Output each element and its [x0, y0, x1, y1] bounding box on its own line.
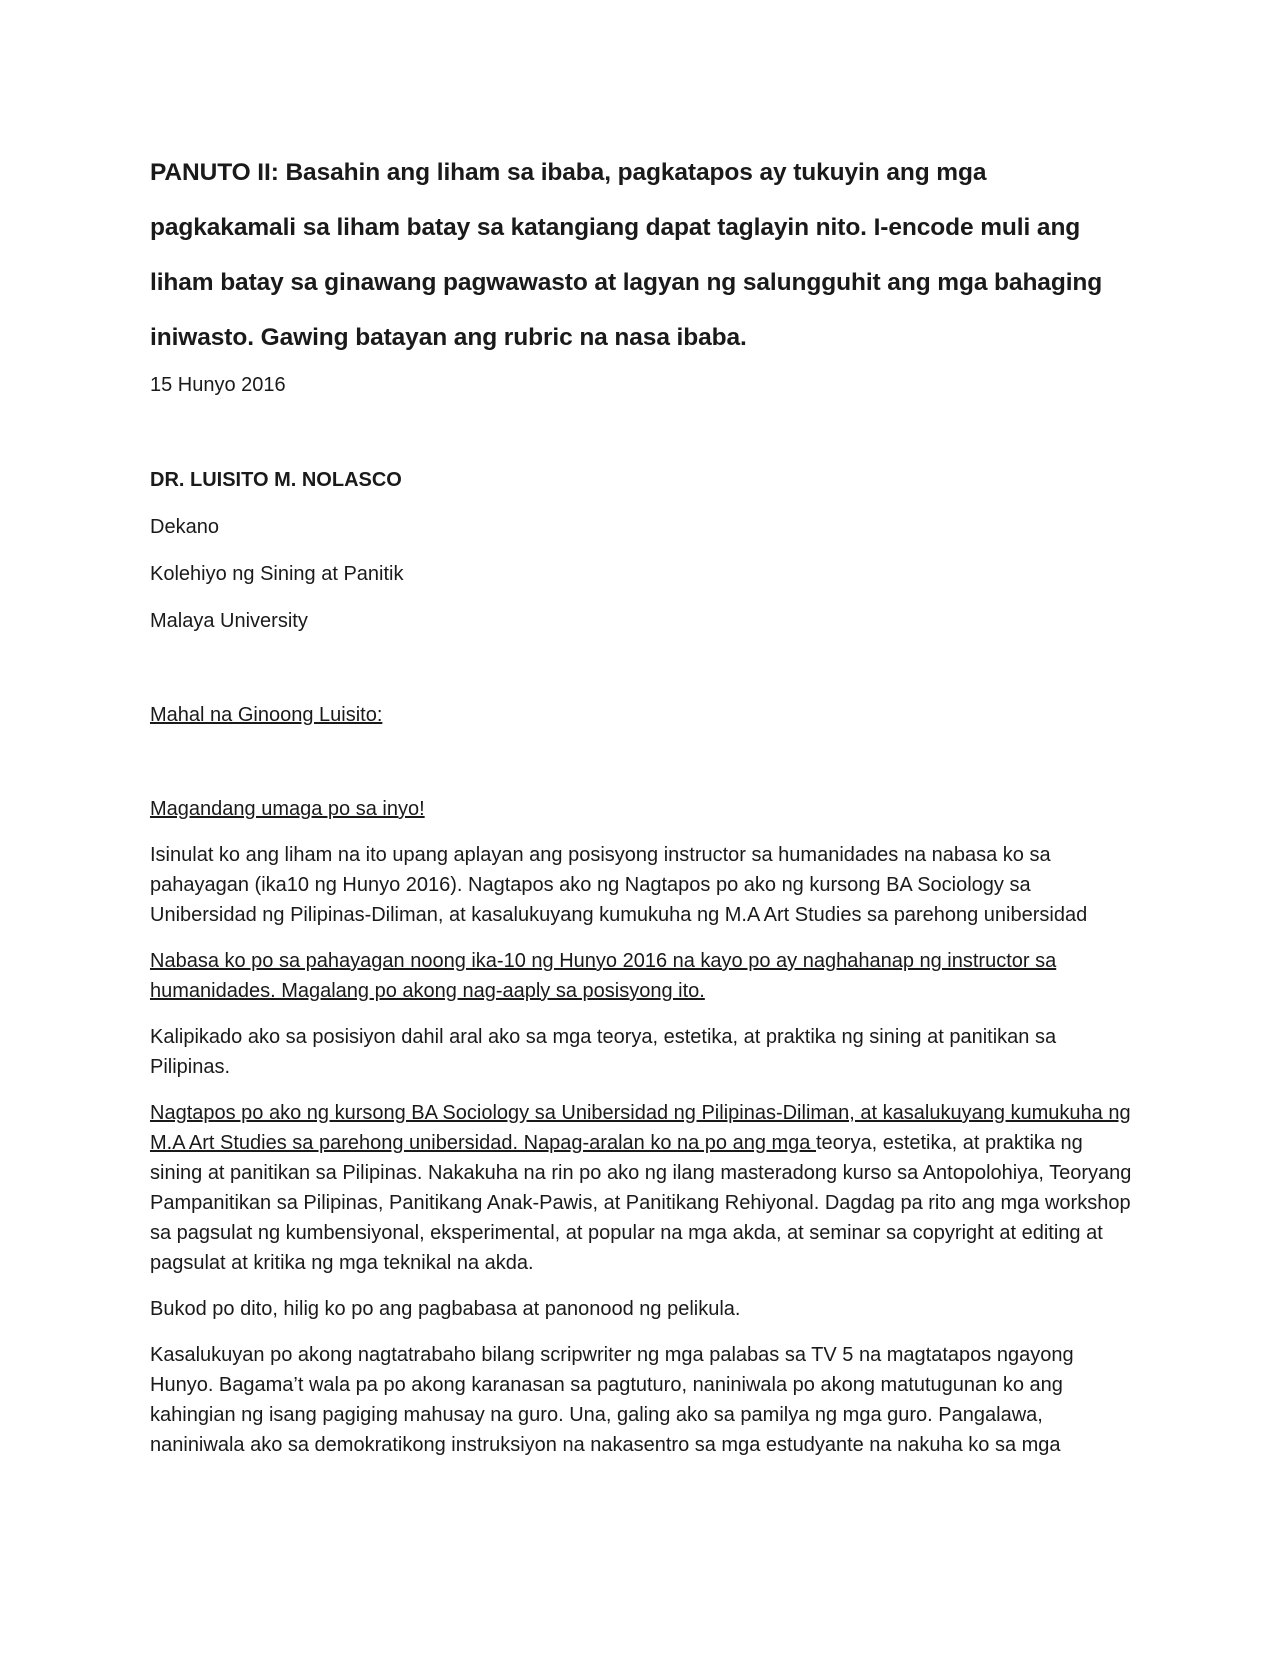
- body-paragraph-4-underlined: Nagtapos po ako ng kursong BA Sociology sa Unibersidad ng Pilipinas-Diliman, at kasalukuyang kumukuha ng M.A Art Studies sa parehong unibersidad. Napag-aralan ko na po ang mga: [150, 1102, 1131, 1154]
- body-paragraph-3: Kalipikado ako sa posisiyon dahil aral ako sa mga teorya, estetika, at praktika ng sining at panitikan sa Pilipinas.: [150, 1026, 1057, 1078]
- body-paragraph-5: Bukod po dito, hilig ko po ang pagbabasa at panonood ng pelikula.: [150, 1298, 741, 1320]
- salutation: Mahal na Ginoong Luisito:: [150, 704, 383, 726]
- body-paragraph-4-rest: teorya, estetika, at praktika ng sining at panitikan sa Pilipinas. Nakakuha na rin po ako ng ilang masteradong kurso sa Antopolohiya, Teoryang Pampanitikan sa Pilipinas, Panitikang Anak-Pawis, at Panitikang Rehiyonal. Dagdag pa rito ang mga workshop sa pagsulat ng kumbensiyonal, eksperimental, at popular na mga akda, at seminar sa copyright at editing at pagsulat at kritika ng mga teknikal na akda.: [150, 1132, 1132, 1274]
- letter-date: 15 Hunyo 2016: [150, 374, 286, 396]
- body-paragraph-1: Isinulat ko ang liham na ito upang aplayan ang posisyong instructor sa humanidades na nabasa ko sa pahayagan (ika10 ng Hunyo 2016). Nagtapos ako ng Nagtapos po ako ng kursong BA Sociology sa Unibersidad ng Pilipinas-Diliman, at kasalukuyang kumukuha ng M.A Art Studies sa parehong unibersidad: [150, 844, 1088, 926]
- body-paragraph-6: Kasalukuyan po akong nagtatrabaho bilang scripwriter ng mga palabas sa TV 5 na magtatapos ngayong Hunyo. Bagama’t wala pa po akong karanasan sa pagtuturo, naniniwala po akong matutugunan ko ang kahingian ng isang pagiging mahusay na guro. Una, galing ako sa pamilya ng mga guro. Pangalawa, naniniwala ako sa demokratikong instruksiyon na nakasentro sa mga estudyante na nakuha ko sa mga: [150, 1344, 1074, 1456]
- recipient-university: Malaya University: [150, 610, 308, 632]
- instruction-heading: PANUTO II: Basahin ang liham sa ibaba, pagkatapos ay tukuyin ang mga pagkakamali sa liham batay sa katangiang dapat taglayin nito. I-encode muli ang liham batay sa ginawang pagwawasto at lagyan ng salungguhit ang mga bahaging iniwasto. Gawing batayan ang rubric na nasa ibaba.: [150, 159, 1103, 351]
- recipient-position: Dekano: [150, 516, 219, 538]
- recipient-college: Kolehiyo ng Sining at Panitik: [150, 563, 404, 585]
- body-paragraph-4: [150, 1098, 1135, 1278]
- recipient-name: DR. LUISITO M. NOLASCO: [150, 469, 402, 491]
- document-page: [150, 145, 1135, 1460]
- greeting: Magandang umaga po sa inyo!: [150, 798, 425, 820]
- body-paragraph-2: Nabasa ko po sa pahayagan noong ika-10 ng Hunyo 2016 na kayo po ay naghahanap ng instructor sa humanidades. Magalang po akong nag-aaply sa posisyong ito.: [150, 950, 1057, 1002]
